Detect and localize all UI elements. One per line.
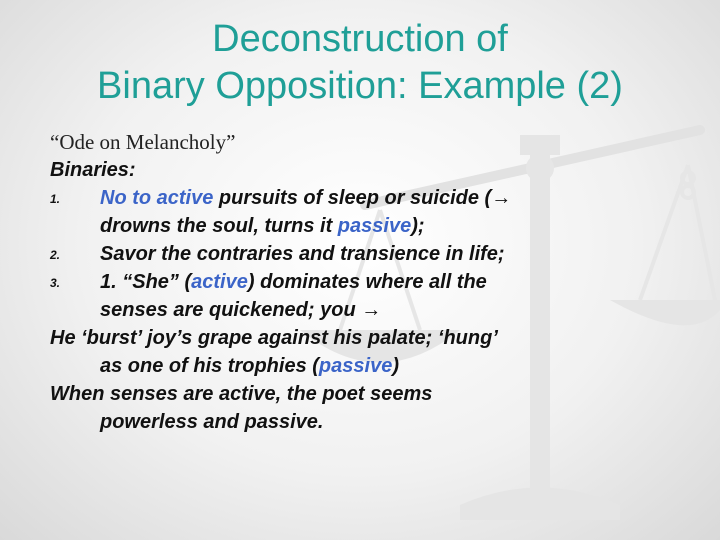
item-text: ) bbox=[392, 355, 399, 377]
title-line-1: Deconstruction of bbox=[212, 18, 508, 60]
list-number: 1. bbox=[50, 192, 61, 206]
arrow-icon: → bbox=[361, 299, 382, 321]
arrow-icon: → bbox=[491, 187, 512, 209]
list-item-3-continued bbox=[50, 296, 710, 324]
list-number: 2. bbox=[50, 248, 61, 262]
item-text: senses are quickened; you bbox=[100, 299, 362, 321]
item-text: as one of his trophies ( bbox=[100, 355, 319, 377]
item-text: pursuits of sleep or suicide ( bbox=[213, 187, 492, 209]
item-text: 1. “She” ( bbox=[100, 271, 192, 293]
title-line-2: Binary Opposition: Example (2) bbox=[97, 65, 623, 107]
list-number: 3. bbox=[50, 276, 61, 290]
poem-title: “Ode on Melancholy” bbox=[50, 130, 236, 154]
item-text: ) dominates where all the bbox=[247, 271, 487, 293]
list-item-1 bbox=[50, 184, 710, 212]
list-item-1-continued bbox=[50, 212, 710, 240]
binaries-label: Binaries: bbox=[50, 159, 136, 181]
when-senses-line-continued: powerless and passive. bbox=[100, 411, 324, 433]
item-text: Savor the contraries and transience in life; bbox=[100, 243, 505, 265]
he-burst-line: He ‘burst’ joy’s grape against his palate; ‘hung’ bbox=[50, 327, 498, 349]
list-item-2 bbox=[50, 240, 710, 268]
item-text: drowns the soul, turns it bbox=[100, 215, 338, 237]
slide-body bbox=[50, 128, 710, 436]
item-text: ); bbox=[411, 215, 425, 237]
highlight-passive: passive bbox=[337, 215, 412, 237]
highlight-passive: passive bbox=[318, 355, 393, 377]
list-item-3 bbox=[50, 268, 710, 296]
highlight-active: No to active bbox=[100, 187, 214, 209]
he-burst-line-continued bbox=[50, 352, 710, 380]
slide-title bbox=[0, 16, 720, 110]
when-senses-line: When senses are active, the poet seems bbox=[50, 383, 433, 405]
highlight-active: active bbox=[191, 271, 248, 293]
